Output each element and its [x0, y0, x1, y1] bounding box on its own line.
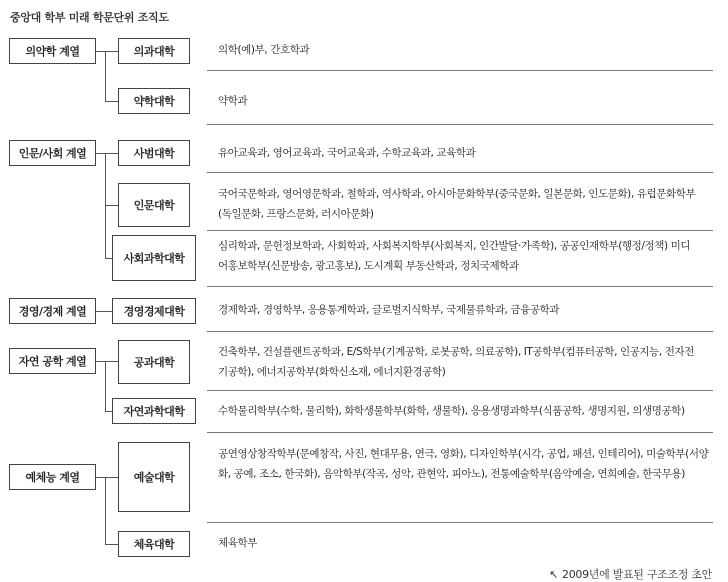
college-label: 약학대학: [133, 95, 175, 108]
family-box-medical: [9, 38, 96, 64]
connector-line: [105, 258, 112, 259]
college-box: [118, 38, 190, 64]
college-label: 인문대학: [133, 199, 175, 212]
footer-text: 2009년에 발표된 구조조정 초안: [562, 568, 712, 581]
family-label: 예체능 계열: [25, 471, 80, 484]
connector-line: [105, 205, 118, 206]
connector-line: [105, 362, 106, 411]
connector-line: [105, 478, 106, 544]
family-box-business: [9, 298, 96, 324]
college-label: 자연과학대학: [123, 405, 185, 418]
college-label: 경영경제대학: [123, 305, 185, 318]
college-box: [118, 442, 190, 512]
college-box: [118, 340, 190, 384]
chart-title: 중앙대 학부 미래 학문단위 조직도: [10, 11, 169, 24]
row-separator: [207, 522, 713, 523]
connector-line: [105, 52, 106, 102]
college-box: [112, 235, 196, 281]
college-label: 사범대학: [133, 147, 175, 160]
family-label: 인문/사회 계열: [18, 147, 87, 160]
college-label: 사회과학대학: [123, 252, 185, 265]
connector-line: [96, 51, 118, 52]
department-list: 심리학과, 문헌정보학과, 사회학과, 사회복지학부(사회복지, 인간발달·가족학), 공공인재학부(행정/정책) 미디어홍보학부(신문방송, 광고홍보), 도시계획 부동산학과, 정치국제학과: [218, 240, 691, 272]
row-separator: [207, 230, 713, 231]
connector-line: [96, 311, 112, 312]
row-separator: [207, 432, 713, 433]
connector-line: [96, 477, 118, 478]
college-label: 예술대학: [133, 471, 175, 484]
row-separator: [207, 286, 713, 287]
college-box: [112, 298, 196, 324]
family-box-arts-sports: [9, 464, 96, 490]
row-separator: [207, 172, 713, 173]
connector-line: [96, 153, 118, 154]
department-list: 약학과: [218, 95, 248, 107]
college-box: [112, 398, 196, 424]
college-box: [118, 531, 190, 557]
college-label: 의과대학: [133, 45, 175, 58]
college-box: [118, 183, 190, 227]
connector-line: [105, 101, 118, 102]
department-list: 의학(예)부, 간호학과: [218, 44, 310, 56]
family-label: 의약학 계열: [25, 45, 80, 58]
department-list: 건축학부, 건설플랜트공학과, E/S학부(기계공학, 로봇공학, 의료공학), IT공학부(컴퓨터공학, 인공지능, 전자전기공학), 에너지공학부(화학신소재, 에너지환경공학): [218, 346, 695, 378]
department-list: 국어국문학과, 영어영문학과, 철학과, 역사학과, 아시아문화학부(중국문화, 일본문화, 인도문화), 유럽문화학부(독일문화, 프랑스문화, 러시아문화): [218, 188, 696, 220]
department-list: 체육학부: [218, 537, 257, 549]
family-box-humanities: [9, 140, 96, 166]
college-box: [118, 88, 190, 114]
connector-line: [96, 361, 118, 362]
family-label: 자연 공학 계열: [18, 355, 87, 368]
department-list: 유아교육과, 영어교육과, 국어교육과, 수학교육과, 교육학과: [218, 147, 476, 159]
row-separator: [207, 331, 713, 332]
family-box-science-engineering: [9, 348, 96, 374]
connector-line: [105, 411, 112, 412]
college-label: 공과대학: [133, 356, 175, 369]
family-label: 경영/경제 계열: [18, 305, 87, 318]
department-list: 공연영상창작학부(문예창작, 사진, 현대무용, 연극, 영화), 디자인학부(시각, 공업, 패션, 인테리어), 미술학부(서양화, 공예, 조소, 한국화), 음악학부(작곡, 성악, 관현악, 피아노), 전통예술학부(음악예술, 연희예술, 한국무용): [218, 448, 709, 480]
college-label: 체육대학: [133, 538, 175, 551]
connector-line: [105, 154, 106, 258]
row-separator: [207, 70, 713, 71]
college-box: [118, 140, 190, 166]
footer-note: [549, 566, 712, 582]
arrow-icon: ↖: [549, 568, 559, 581]
department-list: 경제학과, 경영학부, 응용통계학과, 글로벌지식학부, 국제물류학과, 금융공학과: [218, 304, 560, 316]
connector-line: [105, 544, 118, 545]
row-separator: [207, 124, 713, 125]
row-separator: [207, 390, 713, 391]
department-list: 수학물리학부(수학, 물리학), 화학생물학부(화학, 생물학), 응용생명과학부(식품공학, 생명지원, 의생명공학): [218, 405, 685, 417]
